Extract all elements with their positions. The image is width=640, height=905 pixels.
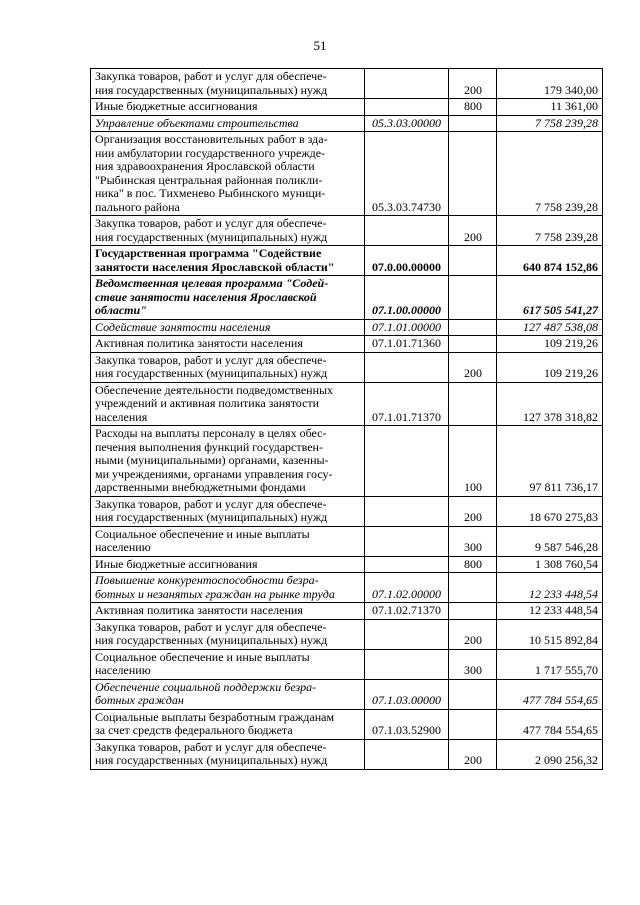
row-code-cell: 05.3.03.74730 bbox=[365, 132, 449, 216]
row-code-cell: 07.1.01.71370 bbox=[365, 382, 449, 426]
row-name-cell: Социальные выплаты безработным гражданам за счет средств федерального бюджета bbox=[91, 709, 365, 739]
row-amount-cell: 2 090 256,32 bbox=[497, 739, 603, 769]
row-name-cell: Активная политика занятости населения bbox=[91, 603, 365, 620]
row-code-cell: 07.1.01.00000 bbox=[365, 319, 449, 336]
row-code-cell: 07.1.01.71360 bbox=[365, 336, 449, 353]
table-row bbox=[91, 132, 603, 216]
row-code-cell: 07.1.00.00000 bbox=[365, 276, 449, 320]
row-amount-cell: 97 811 736,17 bbox=[497, 426, 603, 497]
row-name-cell: Иные бюджетные ассигнования bbox=[91, 556, 365, 573]
row-code-cell bbox=[365, 526, 449, 556]
row-expense-type-cell: 200 bbox=[449, 69, 497, 99]
row-amount-cell: 7 758 239,28 bbox=[497, 115, 603, 132]
row-expense-type-cell bbox=[449, 679, 497, 709]
table-row bbox=[91, 739, 603, 769]
table-row bbox=[91, 382, 603, 426]
row-name-cell: Организация восстановительных работ в зда- нии амбулатории государственного учрежде- ния здравоохранения Ярославской области "Рыбинская центральная районная поликли- ника" в пос. Тихменево Рыбинского муници- пального района bbox=[91, 132, 365, 216]
table-row bbox=[91, 679, 603, 709]
row-expense-type-cell bbox=[449, 276, 497, 320]
table-row bbox=[91, 336, 603, 353]
row-expense-type-cell: 200 bbox=[449, 216, 497, 246]
row-expense-type-cell bbox=[449, 573, 497, 603]
row-amount-cell: 617 505 541,27 bbox=[497, 276, 603, 320]
row-expense-type-cell: 200 bbox=[449, 352, 497, 382]
row-code-cell: 07.1.03.00000 bbox=[365, 679, 449, 709]
row-amount-cell: 477 784 554,65 bbox=[497, 709, 603, 739]
row-expense-type-cell bbox=[449, 382, 497, 426]
row-code-cell bbox=[365, 649, 449, 679]
row-expense-type-cell: 800 bbox=[449, 99, 497, 116]
table-row bbox=[91, 556, 603, 573]
table-row bbox=[91, 496, 603, 526]
row-name-cell: Активная политика занятости населения bbox=[91, 336, 365, 353]
table-row bbox=[91, 709, 603, 739]
row-expense-type-cell: 200 bbox=[449, 619, 497, 649]
row-expense-type-cell bbox=[449, 709, 497, 739]
table-row bbox=[91, 246, 603, 276]
row-amount-cell: 109 219,26 bbox=[497, 336, 603, 353]
row-name-cell: Обеспечение деятельности подведомственных учреждений и активная политика занятости населения bbox=[91, 382, 365, 426]
table-row bbox=[91, 69, 603, 99]
row-name-cell: Закупка товаров, работ и услуг для обеспече- ния государственных (муниципальных) нужд bbox=[91, 496, 365, 526]
row-amount-cell: 1 308 760,54 bbox=[497, 556, 603, 573]
row-amount-cell: 12 233 448,54 bbox=[497, 603, 603, 620]
row-amount-cell: 1 717 555,70 bbox=[497, 649, 603, 679]
row-code-cell: 05.3.03.00000 bbox=[365, 115, 449, 132]
table-row bbox=[91, 649, 603, 679]
table-row bbox=[91, 115, 603, 132]
row-code-cell bbox=[365, 352, 449, 382]
row-expense-type-cell bbox=[449, 115, 497, 132]
row-name-cell: Социальное обеспечение и иные выплаты населению bbox=[91, 649, 365, 679]
row-code-cell bbox=[365, 426, 449, 497]
row-amount-cell: 127 378 318,82 bbox=[497, 382, 603, 426]
table-row bbox=[91, 526, 603, 556]
row-expense-type-cell: 300 bbox=[449, 526, 497, 556]
row-amount-cell: 109 219,26 bbox=[497, 352, 603, 382]
row-name-cell: Закупка товаров, работ и услуг для обеспече- ния государственных (муниципальных) нужд bbox=[91, 619, 365, 649]
row-name-cell: Закупка товаров, работ и услуг для обеспече- ния государственных (муниципальных) нужд bbox=[91, 69, 365, 99]
row-name-cell: Управление объектами строительства bbox=[91, 115, 365, 132]
row-name-cell: Содействие занятости населения bbox=[91, 319, 365, 336]
row-expense-type-cell: 200 bbox=[449, 739, 497, 769]
table-row bbox=[91, 352, 603, 382]
row-amount-cell: 640 874 152,86 bbox=[497, 246, 603, 276]
row-code-cell bbox=[365, 99, 449, 116]
budget-table bbox=[90, 68, 603, 770]
row-name-cell: Закупка товаров, работ и услуг для обеспече- ния государственных (муниципальных) нужд bbox=[91, 352, 365, 382]
table-row bbox=[91, 99, 603, 116]
row-name-cell: Социальное обеспечение и иные выплаты населению bbox=[91, 526, 365, 556]
row-expense-type-cell bbox=[449, 319, 497, 336]
row-code-cell: 07.0.00.00000 bbox=[365, 246, 449, 276]
row-expense-type-cell bbox=[449, 132, 497, 216]
budget-table-body bbox=[91, 69, 603, 770]
row-amount-cell: 10 515 892,84 bbox=[497, 619, 603, 649]
row-code-cell bbox=[365, 216, 449, 246]
table-row bbox=[91, 603, 603, 620]
row-amount-cell: 9 587 546,28 bbox=[497, 526, 603, 556]
row-amount-cell: 179 340,00 bbox=[497, 69, 603, 99]
row-name-cell: Ведомственная целевая программа "Содей- ствие занятости населения Ярославской области" bbox=[91, 276, 365, 320]
row-code-cell: 07.1.02.71370 bbox=[365, 603, 449, 620]
row-name-cell: Расходы на выплаты персоналу в целях обес- печения выполнения функций государствен- ными (муниципальными) органами, казенны- ми учреждениями, органами управления госу- дарственными внебюджетными фондами bbox=[91, 426, 365, 497]
table-row bbox=[91, 426, 603, 497]
row-name-cell: Повышение конкурентоспособности безра- ботных и незанятых граждан на рынке труда bbox=[91, 573, 365, 603]
row-name-cell: Закупка товаров, работ и услуг для обеспече- ния государственных (муниципальных) нужд bbox=[91, 739, 365, 769]
row-expense-type-cell: 100 bbox=[449, 426, 497, 497]
row-code-cell: 07.1.02.00000 bbox=[365, 573, 449, 603]
row-expense-type-cell: 300 bbox=[449, 649, 497, 679]
row-amount-cell: 7 758 239,28 bbox=[497, 132, 603, 216]
row-expense-type-cell: 200 bbox=[449, 496, 497, 526]
row-code-cell bbox=[365, 619, 449, 649]
row-amount-cell: 477 784 554,65 bbox=[497, 679, 603, 709]
table-row bbox=[91, 276, 603, 320]
row-expense-type-cell: 800 bbox=[449, 556, 497, 573]
page-number: 51 bbox=[313, 38, 327, 53]
row-expense-type-cell bbox=[449, 246, 497, 276]
row-code-cell bbox=[365, 556, 449, 573]
row-name-cell: Государственная программа "Содействие занятости населения Ярославской области" bbox=[91, 246, 365, 276]
row-amount-cell: 11 361,00 bbox=[497, 99, 603, 116]
table-row bbox=[91, 216, 603, 246]
row-code-cell: 07.1.03.52900 bbox=[365, 709, 449, 739]
row-amount-cell: 12 233 448,54 bbox=[497, 573, 603, 603]
table-row bbox=[91, 573, 603, 603]
table-row bbox=[91, 619, 603, 649]
row-amount-cell: 7 758 239,28 bbox=[497, 216, 603, 246]
row-name-cell: Иные бюджетные ассигнования bbox=[91, 99, 365, 116]
row-name-cell: Закупка товаров, работ и услуг для обеспече- ния государственных (муниципальных) нужд bbox=[91, 216, 365, 246]
row-amount-cell: 127 487 538,08 bbox=[497, 319, 603, 336]
row-expense-type-cell bbox=[449, 603, 497, 620]
row-code-cell bbox=[365, 69, 449, 99]
row-code-cell bbox=[365, 496, 449, 526]
row-expense-type-cell bbox=[449, 336, 497, 353]
table-row bbox=[91, 319, 603, 336]
row-code-cell bbox=[365, 739, 449, 769]
row-name-cell: Обеспечение социальной поддержки безра- ботных граждан bbox=[91, 679, 365, 709]
row-amount-cell: 18 670 275,83 bbox=[497, 496, 603, 526]
